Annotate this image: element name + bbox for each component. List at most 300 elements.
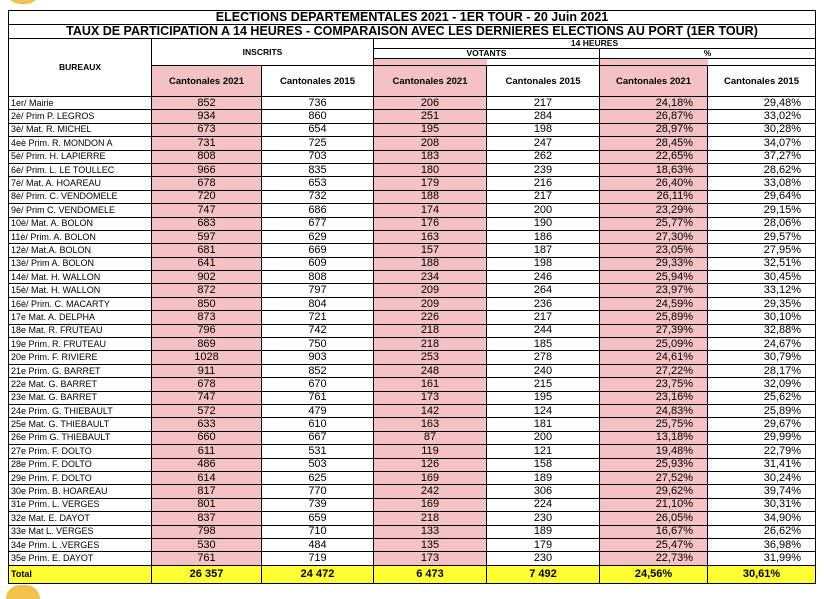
inscrits-2015-cell: 732 <box>262 190 374 203</box>
inscrits-2021-cell: 611 <box>152 445 262 458</box>
votants-header: VOTANTS <box>374 49 600 59</box>
percent-2015-cell: 22,79% <box>708 445 816 458</box>
bureau-cell: 19e Prim. R. FRUTEAU <box>9 338 152 351</box>
percent-2015-cell: 30,31% <box>708 498 816 511</box>
percent-2021-cell: 18,63% <box>600 163 708 176</box>
percent-2021-cell: 29,33% <box>600 257 708 270</box>
total-percent-2021: 24,56% <box>600 565 708 583</box>
percent-2015-cell: 34,07% <box>708 137 816 150</box>
votants-2021-cell: 209 <box>374 297 487 310</box>
percent-2021-cell: 22,65% <box>600 150 708 163</box>
logo-icon <box>6 585 40 599</box>
inscrits-2015-cell: 835 <box>262 163 374 176</box>
inscrits-2021-cell: 641 <box>152 257 262 270</box>
inscrits-2021-cell: 572 <box>152 404 262 417</box>
percent-2021-cell: 19,48% <box>600 445 708 458</box>
bureau-cell: 13è/ Prim A. BOLON <box>9 257 152 270</box>
inscrits-2015-cell: 531 <box>262 445 374 458</box>
inscrits-2021-cell: 761 <box>152 552 262 565</box>
bureau-cell: 16è/ Prim. C. MACARTY <box>9 297 152 310</box>
bureau-cell: 14è/ Mat. H. WALLON <box>9 271 152 284</box>
inscrits-2021-cell: 869 <box>152 338 262 351</box>
votants-2015-cell: 217 <box>487 97 600 110</box>
inscrits-2021-cell: 486 <box>152 458 262 471</box>
inscrits-2021-cell: 801 <box>152 498 262 511</box>
percent-2021-cell: 23,75% <box>600 378 708 391</box>
bureaux-header: BUREAUX <box>9 39 152 97</box>
percent-2015-cell: 29,99% <box>708 431 816 444</box>
inscrits-2021-cell: 796 <box>152 324 262 337</box>
percent-2015-cell: 24,67% <box>708 338 816 351</box>
votants-2021-cell: 169 <box>374 498 487 511</box>
votants-2021-cell: 251 <box>374 110 487 123</box>
table-row <box>9 525 816 538</box>
table-row <box>9 190 816 203</box>
bureau-cell: 11è/ Prim. A. BOLON <box>9 230 152 243</box>
percent-2021-cell: 28,45% <box>600 137 708 150</box>
table-title: ELECTIONS DEPARTEMENTALES 2021 - 1ER TOUR - 20 Juin 2021 <box>9 11 816 25</box>
percent-2015-cell: 29,57% <box>708 230 816 243</box>
percent-2021-cell: 25,94% <box>600 271 708 284</box>
table-row <box>9 177 816 190</box>
bureau-cell: 4eè Prim. R. MONDON A <box>9 137 152 150</box>
table-row <box>9 163 816 176</box>
table-row <box>9 257 816 270</box>
bureau-cell: 30e Prim. B. HOAREAU <box>9 485 152 498</box>
inscrits-2015-cell: 677 <box>262 217 374 230</box>
votants-2021-cell: 218 <box>374 324 487 337</box>
votants-2015-cell: 200 <box>487 431 600 444</box>
percent-2021-cell: 29,62% <box>600 485 708 498</box>
table-row <box>9 445 816 458</box>
percent-2021-cell: 13,18% <box>600 431 708 444</box>
table-row <box>9 110 816 123</box>
votants-2015-cell: 240 <box>487 364 600 377</box>
percent-2015-cell: 33,12% <box>708 284 816 297</box>
total-votants-2015: 7 492 <box>487 565 600 583</box>
inscrits-2015-cell: 770 <box>262 485 374 498</box>
inscrits-2021-cell: 837 <box>152 512 262 525</box>
votants-2015-cell: 264 <box>487 284 600 297</box>
inscrits-2015-cell: 710 <box>262 525 374 538</box>
inscrits-2021-cell: 808 <box>152 150 262 163</box>
bureau-cell: 17e Mat. A. DELPHA <box>9 311 152 324</box>
percent-2021-cell: 24,83% <box>600 404 708 417</box>
bureau-cell: 10è/ Mat. A. BOLON <box>9 217 152 230</box>
percent-2021-cell: 27,39% <box>600 324 708 337</box>
inscrits-2015-cell: 804 <box>262 297 374 310</box>
table-row <box>9 485 816 498</box>
inscrits-2021-cell: 850 <box>152 297 262 310</box>
percent-2021-cell: 24,59% <box>600 297 708 310</box>
votants-2021-cell: 163 <box>374 418 487 431</box>
votants-2021-cell: 135 <box>374 538 487 551</box>
inscrits-2021-cell: 683 <box>152 217 262 230</box>
votants-2015-cell: 185 <box>487 338 600 351</box>
percent-2021-cell: 21,10% <box>600 498 708 511</box>
votants-2021-cell: 157 <box>374 244 487 257</box>
percent-2015-cell: 29,67% <box>708 418 816 431</box>
inscrits-2021-cell: 731 <box>152 137 262 150</box>
inscrits-2015-cell: 761 <box>262 391 374 404</box>
table-row <box>9 351 816 364</box>
votants-2021-cell: 234 <box>374 271 487 284</box>
bureau-cell: 24e Prim. G. THIEBAULT <box>9 404 152 417</box>
inscrits-2021-cell: 673 <box>152 123 262 136</box>
votants-2015-cell: 195 <box>487 391 600 404</box>
votants-2021-cell: 188 <box>374 190 487 203</box>
votants-2015-cell: 230 <box>487 552 600 565</box>
inscrits-2021-cell: 966 <box>152 163 262 176</box>
bureau-cell: 29e Prim. F. DOLTO <box>9 471 152 484</box>
votants-2021-cell: 179 <box>374 177 487 190</box>
table-row <box>9 552 816 565</box>
votants-2021-cell: 248 <box>374 364 487 377</box>
inscrits-2015-cell: 629 <box>262 230 374 243</box>
inscrits-2021-cell: 817 <box>152 485 262 498</box>
votants-2015-cell: 246 <box>487 271 600 284</box>
percent-2015-cell: 32,51% <box>708 257 816 270</box>
inscrits-2021-cell: 597 <box>152 230 262 243</box>
percent-2015-cell: 34,90% <box>708 512 816 525</box>
inscrits-2021-cell: 678 <box>152 177 262 190</box>
bureau-cell: 22e Mat. G. BARRET <box>9 378 152 391</box>
table-row <box>9 137 816 150</box>
bureau-cell: 21e Prim. G. BARRET <box>9 364 152 377</box>
inscrits-2015-cell: 667 <box>262 431 374 444</box>
bureau-cell: 12è/ Mat.A. BOLON <box>9 244 152 257</box>
votants-2021-cell: 173 <box>374 391 487 404</box>
bureau-cell: 18e Mat. R. FRUTEAU <box>9 324 152 337</box>
inscrits-2021-cell: 747 <box>152 391 262 404</box>
table-row <box>9 431 816 444</box>
votants-2015-cell: 215 <box>487 378 600 391</box>
bureau-cell: 1er/ Mairie <box>9 97 152 110</box>
percent-2015-cell: 28,17% <box>708 364 816 377</box>
percent-2015-cell: 29,35% <box>708 297 816 310</box>
inscrits-2015-cell: 725 <box>262 137 374 150</box>
votants-2021-cell: 173 <box>374 552 487 565</box>
votants-2021-cell: 195 <box>374 123 487 136</box>
votants-2015-cell: 244 <box>487 324 600 337</box>
inscrits-2021-header: Cantonales 2021 <box>152 66 262 97</box>
inscrits-2021-cell: 660 <box>152 431 262 444</box>
percent-2021-cell: 25,77% <box>600 217 708 230</box>
percent-2015-cell: 33,02% <box>708 110 816 123</box>
percent-2015-cell: 30,45% <box>708 271 816 284</box>
votants-2015-cell: 181 <box>487 418 600 431</box>
votants-2021-cell: 169 <box>374 471 487 484</box>
percent-2021-cell: 26,05% <box>600 512 708 525</box>
total-percent-2015: 30,61% <box>708 565 816 583</box>
percent-2021-cell: 26,87% <box>600 110 708 123</box>
inscrits-2015-cell: 703 <box>262 150 374 163</box>
inscrits-2015-cell: 808 <box>262 271 374 284</box>
votants-2015-cell: 158 <box>487 458 600 471</box>
votants-2015-cell: 190 <box>487 217 600 230</box>
votants-2015-cell: 179 <box>487 538 600 551</box>
inscrits-2015-cell: 686 <box>262 204 374 217</box>
inscrits-2015-cell: 659 <box>262 512 374 525</box>
percent-2021-cell: 25,89% <box>600 311 708 324</box>
percent-2015-cell: 29,15% <box>708 204 816 217</box>
inscrits-2021-cell: 911 <box>152 364 262 377</box>
bureau-cell: 32e Mat. E. DAYOT <box>9 512 152 525</box>
votants-2021-cell: 242 <box>374 485 487 498</box>
inscrits-2015-cell: 479 <box>262 404 374 417</box>
inscrits-2015-cell: 484 <box>262 538 374 551</box>
inscrits-2015-cell: 610 <box>262 418 374 431</box>
bureau-cell: 2è/ Prim P. LEGROS <box>9 110 152 123</box>
percent-2015-cell: 36,98% <box>708 538 816 551</box>
total-row <box>9 565 816 583</box>
inscrits-2021-cell: 902 <box>152 271 262 284</box>
votants-2015-cell: 124 <box>487 404 600 417</box>
percent-2015-header: Cantonales 2015 <box>708 66 816 97</box>
bureau-cell: 26e Prim G. THIEBAULT <box>9 431 152 444</box>
votants-2015-cell: 198 <box>487 257 600 270</box>
percent-2021-cell: 24,18% <box>600 97 708 110</box>
inscrits-2015-cell: 503 <box>262 458 374 471</box>
table-row <box>9 150 816 163</box>
percent-2021-cell: 25,47% <box>600 538 708 551</box>
inscrits-2021-cell: 720 <box>152 190 262 203</box>
votants-2021-cell: 253 <box>374 351 487 364</box>
percent-2015-cell: 30,10% <box>708 311 816 324</box>
percent-2021-cell: 27,22% <box>600 364 708 377</box>
inscrits-2021-cell: 681 <box>152 244 262 257</box>
table-subtitle: TAUX DE PARTICIPATION A 14 HEURES - COMPARAISON AVEC LES DERNIERES ELECTIONS AU PORT (1ER TOUR) <box>9 25 816 39</box>
inscrits-header: INSCRITS <box>152 39 374 66</box>
bureau-cell: 15è/ Mat. H. WALLON <box>9 284 152 297</box>
bureau-cell: 28e Prim. F. DOLTO <box>9 458 152 471</box>
inscrits-2021-cell: 934 <box>152 110 262 123</box>
votants-2015-cell: 121 <box>487 445 600 458</box>
votants-2021-cell: 180 <box>374 163 487 176</box>
bureau-cell: 8è/ Prim. C. VENDOMELE <box>9 190 152 203</box>
percent-2015-cell: 30,28% <box>708 123 816 136</box>
inscrits-2021-cell: 873 <box>152 311 262 324</box>
votants-2021-cell: 183 <box>374 150 487 163</box>
table-row <box>9 311 816 324</box>
votants-2015-cell: 216 <box>487 177 600 190</box>
percent-2015-cell: 39,74% <box>708 485 816 498</box>
bureau-cell: 35e Prim. E. DAYOT <box>9 552 152 565</box>
table-row <box>9 297 816 310</box>
votants-2015-cell: 217 <box>487 190 600 203</box>
bureau-cell: 27e Prim. F. DOLTO <box>9 445 152 458</box>
percent-2021-cell: 23,29% <box>600 204 708 217</box>
percent-2015-cell: 25,62% <box>708 391 816 404</box>
table-row <box>9 204 816 217</box>
votants-2015-cell: 186 <box>487 230 600 243</box>
percent-2015-cell: 32,88% <box>708 324 816 337</box>
percent-2015-cell: 31,41% <box>708 458 816 471</box>
percent-2015-cell: 28,62% <box>708 163 816 176</box>
bureau-cell: 7è/ Mat. A. HOAREAU <box>9 177 152 190</box>
table-row <box>9 284 816 297</box>
votants-2015-cell: 189 <box>487 525 600 538</box>
inscrits-2021-cell: 872 <box>152 284 262 297</box>
bureau-cell: 33e Mat L. VERGES <box>9 525 152 538</box>
table-row <box>9 512 816 525</box>
table-row <box>9 364 816 377</box>
inscrits-2015-cell: 750 <box>262 338 374 351</box>
percent-2015-cell: 30,79% <box>708 351 816 364</box>
votants-2021-cell: 126 <box>374 458 487 471</box>
percent-2015-cell: 28,06% <box>708 217 816 230</box>
table-row <box>9 217 816 230</box>
bureau-cell: 9è/ Prim C. VENDOMELE <box>9 204 152 217</box>
bureau-cell: 3è/ Mat. R. MICHEL <box>9 123 152 136</box>
percent-2021-cell: 27,30% <box>600 230 708 243</box>
votants-2015-header: Cantonales 2015 <box>487 66 600 97</box>
inscrits-2015-cell: 654 <box>262 123 374 136</box>
inscrits-2015-cell: 669 <box>262 244 374 257</box>
percent-2015-cell: 29,64% <box>708 190 816 203</box>
votants-2015-cell: 189 <box>487 471 600 484</box>
percent-2021-cell: 25,75% <box>600 418 708 431</box>
table-row <box>9 458 816 471</box>
total-inscrits-2015: 24 472 <box>262 565 374 583</box>
percent-2021-cell: 26,11% <box>600 190 708 203</box>
percent-2021-cell: 23,97% <box>600 284 708 297</box>
votants-2015-cell: 262 <box>487 150 600 163</box>
table-row <box>9 378 816 391</box>
inscrits-2015-cell: 719 <box>262 552 374 565</box>
inscrits-2021-cell: 747 <box>152 204 262 217</box>
inscrits-2015-header: Cantonales 2015 <box>262 66 374 97</box>
table-row <box>9 498 816 511</box>
votants-2021-cell: 176 <box>374 217 487 230</box>
bureau-cell: 20e Prim. F. RIVIERE <box>9 351 152 364</box>
votants-2021-cell: 161 <box>374 378 487 391</box>
votants-2015-cell: 200 <box>487 204 600 217</box>
votants-2021-cell: 188 <box>374 257 487 270</box>
logo-icon <box>6 0 40 4</box>
total-votants-2021: 6 473 <box>374 565 487 583</box>
total-inscrits-2021: 26 357 <box>152 565 262 583</box>
table-row <box>9 230 816 243</box>
votants-2021-cell: 87 <box>374 431 487 444</box>
votants-2021-header: Cantonales 2021 <box>374 66 487 97</box>
bureau-cell: 25e Mat. G. THIEBAULT <box>9 418 152 431</box>
percent-2015-cell: 29,48% <box>708 97 816 110</box>
votants-2015-cell: 230 <box>487 512 600 525</box>
percent-2015-cell: 33,08% <box>708 177 816 190</box>
percent-2021-cell: 25,09% <box>600 338 708 351</box>
inscrits-2021-cell: 614 <box>152 471 262 484</box>
bureau-cell: 31e Prim. L. VERGES <box>9 498 152 511</box>
bureau-cell: 6è/ Prim. L. LE TOULLEC <box>9 163 152 176</box>
percent-2021-cell: 28,97% <box>600 123 708 136</box>
inscrits-2015-cell: 653 <box>262 177 374 190</box>
percent-2021-cell: 25,93% <box>600 458 708 471</box>
votants-2015-cell: 198 <box>487 123 600 136</box>
table-row <box>9 404 816 417</box>
inscrits-2015-cell: 736 <box>262 97 374 110</box>
inscrits-2015-cell: 860 <box>262 110 374 123</box>
votants-2015-cell: 187 <box>487 244 600 257</box>
votants-2021-cell: 133 <box>374 525 487 538</box>
votants-2021-cell: 218 <box>374 338 487 351</box>
percent-2021-cell: 23,16% <box>600 391 708 404</box>
percent-2015-cell: 30,24% <box>708 471 816 484</box>
table-row <box>9 538 816 551</box>
inscrits-2015-cell: 797 <box>262 284 374 297</box>
table-row <box>9 391 816 404</box>
votants-2015-cell: 239 <box>487 163 600 176</box>
inscrits-2021-cell: 798 <box>152 525 262 538</box>
votants-2015-cell: 236 <box>487 297 600 310</box>
percent-2021-cell: 16,67% <box>600 525 708 538</box>
table-row <box>9 244 816 257</box>
table-row <box>9 324 816 337</box>
votants-2021-cell: 209 <box>374 284 487 297</box>
percent-2015-cell: 37,27% <box>708 150 816 163</box>
table-row <box>9 271 816 284</box>
bureau-cell: 34e Prim. L .VERGES <box>9 538 152 551</box>
votants-2021-cell: 119 <box>374 445 487 458</box>
votants-2015-cell: 217 <box>487 311 600 324</box>
inscrits-2021-cell: 633 <box>152 418 262 431</box>
percent-2021-cell: 27,52% <box>600 471 708 484</box>
percent-2021-cell: 26,40% <box>600 177 708 190</box>
votants-2021-cell: 174 <box>374 204 487 217</box>
percent-2015-cell: 31,99% <box>708 552 816 565</box>
percent-2021-cell: 22,73% <box>600 552 708 565</box>
total-label: Total <box>9 565 152 583</box>
inscrits-2015-cell: 739 <box>262 498 374 511</box>
percent-2021-header: Cantonales 2021 <box>600 66 708 97</box>
votants-2021-cell: 163 <box>374 230 487 243</box>
table-row <box>9 418 816 431</box>
votants-2015-cell: 284 <box>487 110 600 123</box>
votants-2021-cell: 218 <box>374 512 487 525</box>
inscrits-2021-cell: 852 <box>152 97 262 110</box>
inscrits-2021-cell: 1028 <box>152 351 262 364</box>
bureau-cell: 5è/ Prim. H. LAPIERRE <box>9 150 152 163</box>
percent-2015-cell: 27,95% <box>708 244 816 257</box>
inscrits-2015-cell: 625 <box>262 471 374 484</box>
inscrits-2021-cell: 678 <box>152 378 262 391</box>
inscrits-2015-cell: 852 <box>262 364 374 377</box>
table-row <box>9 471 816 484</box>
inscrits-2015-cell: 609 <box>262 257 374 270</box>
inscrits-2021-cell: 530 <box>152 538 262 551</box>
percent-2015-cell: 32,09% <box>708 378 816 391</box>
heures-header: 14 HEURES <box>374 39 816 49</box>
inscrits-2015-cell: 742 <box>262 324 374 337</box>
table-row <box>9 97 816 110</box>
inscrits-2015-cell: 721 <box>262 311 374 324</box>
inscrits-2015-cell: 670 <box>262 378 374 391</box>
votants-2015-cell: 247 <box>487 137 600 150</box>
votants-2015-cell: 278 <box>487 351 600 364</box>
percent-2015-cell: 26,62% <box>708 525 816 538</box>
votants-2015-cell: 306 <box>487 485 600 498</box>
bureau-cell: 23e Mat. G. BARRET <box>9 391 152 404</box>
percent-header: % <box>600 49 816 59</box>
table-row <box>9 123 816 136</box>
votants-2021-cell: 206 <box>374 97 487 110</box>
percent-2015-cell: 25,89% <box>708 404 816 417</box>
votants-2015-cell: 224 <box>487 498 600 511</box>
votants-2021-cell: 142 <box>374 404 487 417</box>
inscrits-2015-cell: 903 <box>262 351 374 364</box>
percent-2021-cell: 24,61% <box>600 351 708 364</box>
votants-2021-cell: 208 <box>374 137 487 150</box>
